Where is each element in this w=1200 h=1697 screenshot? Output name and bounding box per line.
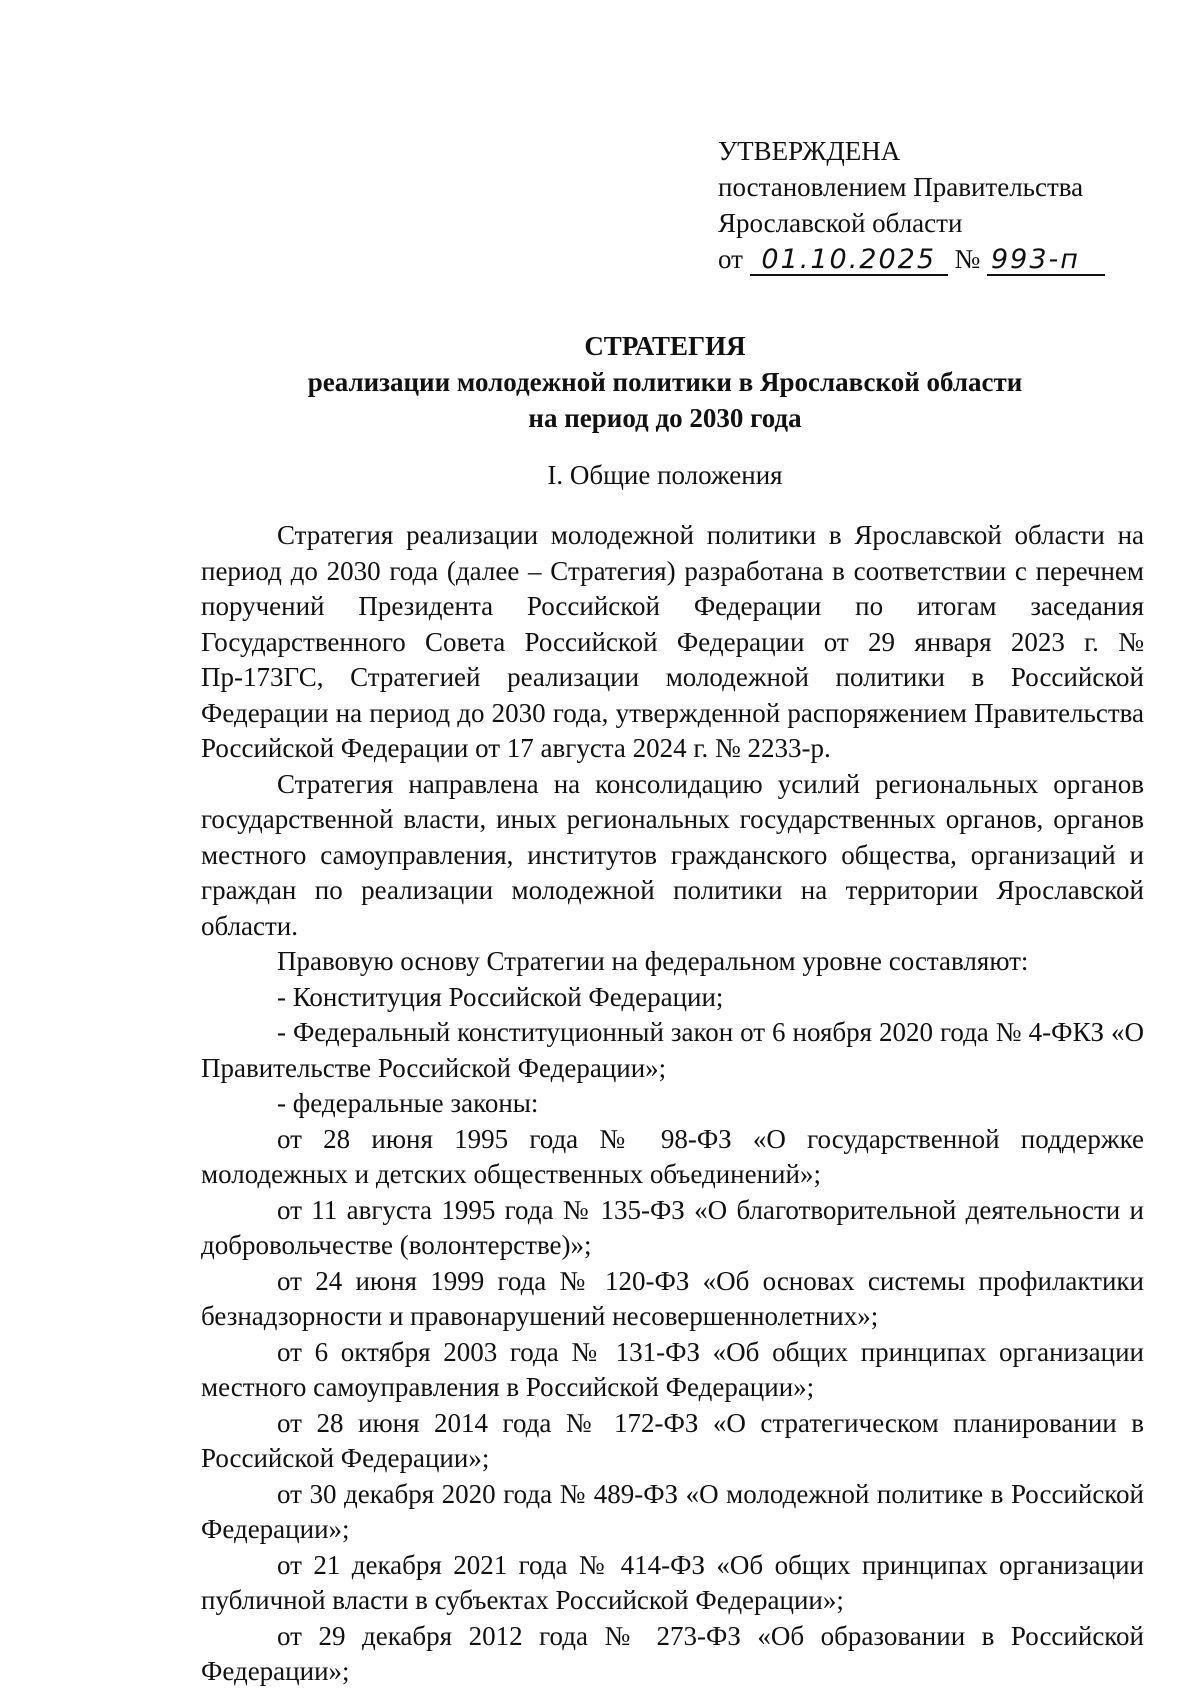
list-item: - Конституция Российской Федерации;: [277, 981, 724, 1012]
section-heading: I. Общие положения: [547, 460, 783, 490]
handwritten-date: 01.10.2025: [750, 246, 948, 276]
law-reference: от 6 октября 2003 года № 131-ФЗ «Об общих принципах организации местного самоуправления в Российской Федерации»;: [201, 1336, 1144, 1402]
paragraph: Правовую основу Стратегии на федеральном уровне составляют:: [277, 946, 1029, 976]
law-reference: от 28 июня 2014 года № 172-ФЗ «О стратегическом планировании в Российской Федерации»;: [201, 1407, 1144, 1473]
list-item: - Федеральный конституционный закон от 6 ноября 2020 года № 4-ФКЗ «О Правительстве Российской Федерации»;: [201, 1017, 1144, 1083]
approval-date-number-line: [718, 241, 1158, 277]
law-reference: от 29 декабря 2012 года № 273-ФЗ «Об образовании в Российской Федерации»;: [201, 1620, 1144, 1686]
paragraph: Стратегия реализации молодежной политики в Ярославской области на период до 2030 года (далее – Стратегия) разработана в соответствии с перечнем поручений Президента Российской Федерации по итогам заседания Государственного Совета Российской Федерации от 29 января 2023 г. № Пр-173ГС, Стратегией реализации молодежной политики в Российской Федерации на период до 2030 года, утвержденной распоряжением Правительства Российской Федерации от 17 августа 2024 г. № 2233-р.: [201, 520, 1144, 763]
list-item: - федеральные законы:: [277, 1088, 539, 1118]
title-subtitle: реализации молодежной политики в Ярославской области: [307, 367, 1023, 397]
paragraph: Стратегия направлена на консолидацию усилий региональных органов государственной власти, иных региональных государственных органов, органов местного самоуправления, институтов гражданского общества, организаций и граждан по реализации молодежной политики на территории Ярославской области.: [201, 768, 1144, 941]
law-reference: от 24 июня 1999 года № 120-ФЗ «Об основах системы профилактики безнадзорности и правонарушений несовершеннолетних»;: [201, 1265, 1144, 1331]
document-body: [201, 518, 1144, 1690]
handwritten-number: 993-п: [987, 246, 1105, 276]
law-reference: от 30 декабря 2020 года № 489-ФЗ «О молодежной политике в Российской Федерации»;: [201, 1478, 1144, 1544]
approval-stamp-block: [718, 133, 1158, 277]
approval-authority: постановлением Правительства: [718, 172, 1084, 202]
approval-region: Ярославской области: [718, 208, 963, 238]
law-reference: от 21 декабря 2021 года № 414-ФЗ «Об общих принципах организации публичной власти в субъектах Российской Федерации»;: [201, 1549, 1144, 1615]
law-reference: от 28 июня 1995 года № 98-ФЗ «О государственной поддержке молодежных и детских общественных объединений»;: [201, 1123, 1144, 1189]
number-label: №: [954, 244, 981, 274]
title-period: на период до 2030 года: [528, 403, 802, 433]
title-main: СТРАТЕГИЯ: [584, 331, 746, 361]
law-reference: от 11 августа 1995 года № 135-ФЗ «О благотворительной деятельности и добровольчестве (волонтерстве)»;: [201, 1194, 1144, 1260]
approval-status: УТВЕРЖДЕНА: [718, 136, 901, 166]
from-label: от: [718, 244, 743, 274]
document-title: [200, 328, 1130, 436]
